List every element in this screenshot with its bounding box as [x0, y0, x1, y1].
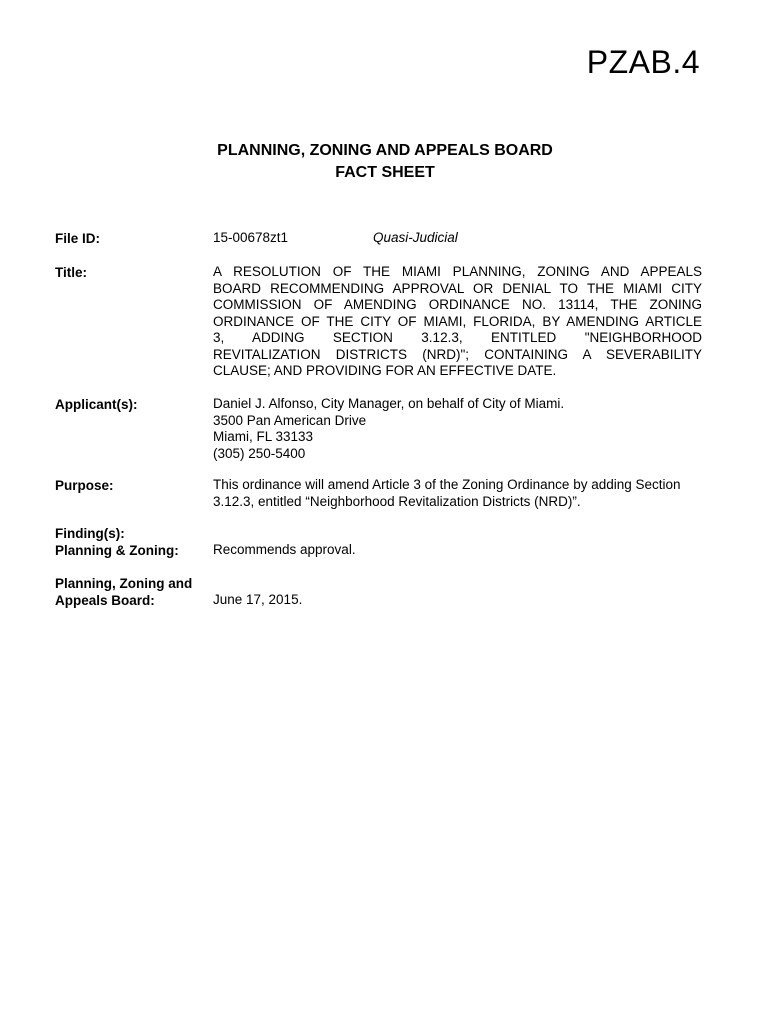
applicant-city: Miami, FL 33133 [213, 429, 314, 444]
title-line: COMMISSION OF AMENDING ORDINANCE NO. 13114, THE ZONING [213, 297, 702, 312]
file-id-label: File ID: [55, 231, 101, 246]
board-date: June 17, 2015. [213, 592, 303, 607]
page-title-line-1: PLANNING, ZONING AND APPEALS BOARD [217, 142, 553, 159]
findings-label-line-1: Finding(s): [55, 526, 125, 541]
findings-label [55, 525, 179, 559]
title-label: Title: [55, 265, 88, 280]
findings-value: Recommends approval. [213, 542, 356, 557]
applicant-name: Daniel J. Alfonso, City Manager, on behalf of City of Miami. [213, 396, 565, 411]
board-label-line-2: Appeals Board: [55, 593, 155, 608]
title-line: BOARD RECOMMENDING APPROVAL OR DENIAL TO THE MIAMI CITY [213, 280, 702, 296]
purpose-text [213, 477, 681, 510]
file-id-value: 15-00678zt1 [213, 230, 289, 245]
page-title-line-2: FACT SHEET [335, 164, 435, 181]
title-line: REVITALIZATION DISTRICTS (NRD)"; CONTAINING A SEVERABILITY [213, 346, 702, 362]
document-number: PZAB.4 [586, 44, 700, 80]
purpose-label: Purpose: [55, 478, 114, 493]
applicant-label: Applicant(s): [55, 397, 138, 412]
board-label [55, 575, 192, 609]
applicant-street: 3500 Pan American Drive [213, 412, 367, 428]
case-type: Quasi-Judicial [373, 230, 458, 245]
applicant-phone: (305) 250-5400 [213, 445, 306, 461]
applicant-info [213, 396, 564, 462]
title-line: A RESOLUTION OF THE MIAMI PLANNING, ZONING AND APPEALS [213, 264, 702, 279]
title-text [213, 264, 702, 380]
findings-label-line-2: Planning & Zoning: [55, 543, 179, 558]
title-line: 3, ADDING SECTION 3.12.3, ENTITLED "NEIGHBORHOOD [213, 330, 702, 345]
purpose-line: This ordinance will amend Article 3 of the Zoning Ordinance by adding Section [213, 477, 681, 492]
board-label-line-1: Planning, Zoning and [55, 576, 193, 591]
purpose-line: 3.12.3, entitled “Neighborhood Revitalization Districts (NRD)”. [213, 493, 581, 509]
title-line: CLAUSE; AND PROVIDING FOR AN EFFECTIVE DATE. [213, 363, 557, 378]
title-line: ORDINANCE OF THE CITY OF MIAMI, FLORIDA, BY AMENDING ARTICLE [213, 313, 702, 329]
page-title [0, 140, 770, 184]
